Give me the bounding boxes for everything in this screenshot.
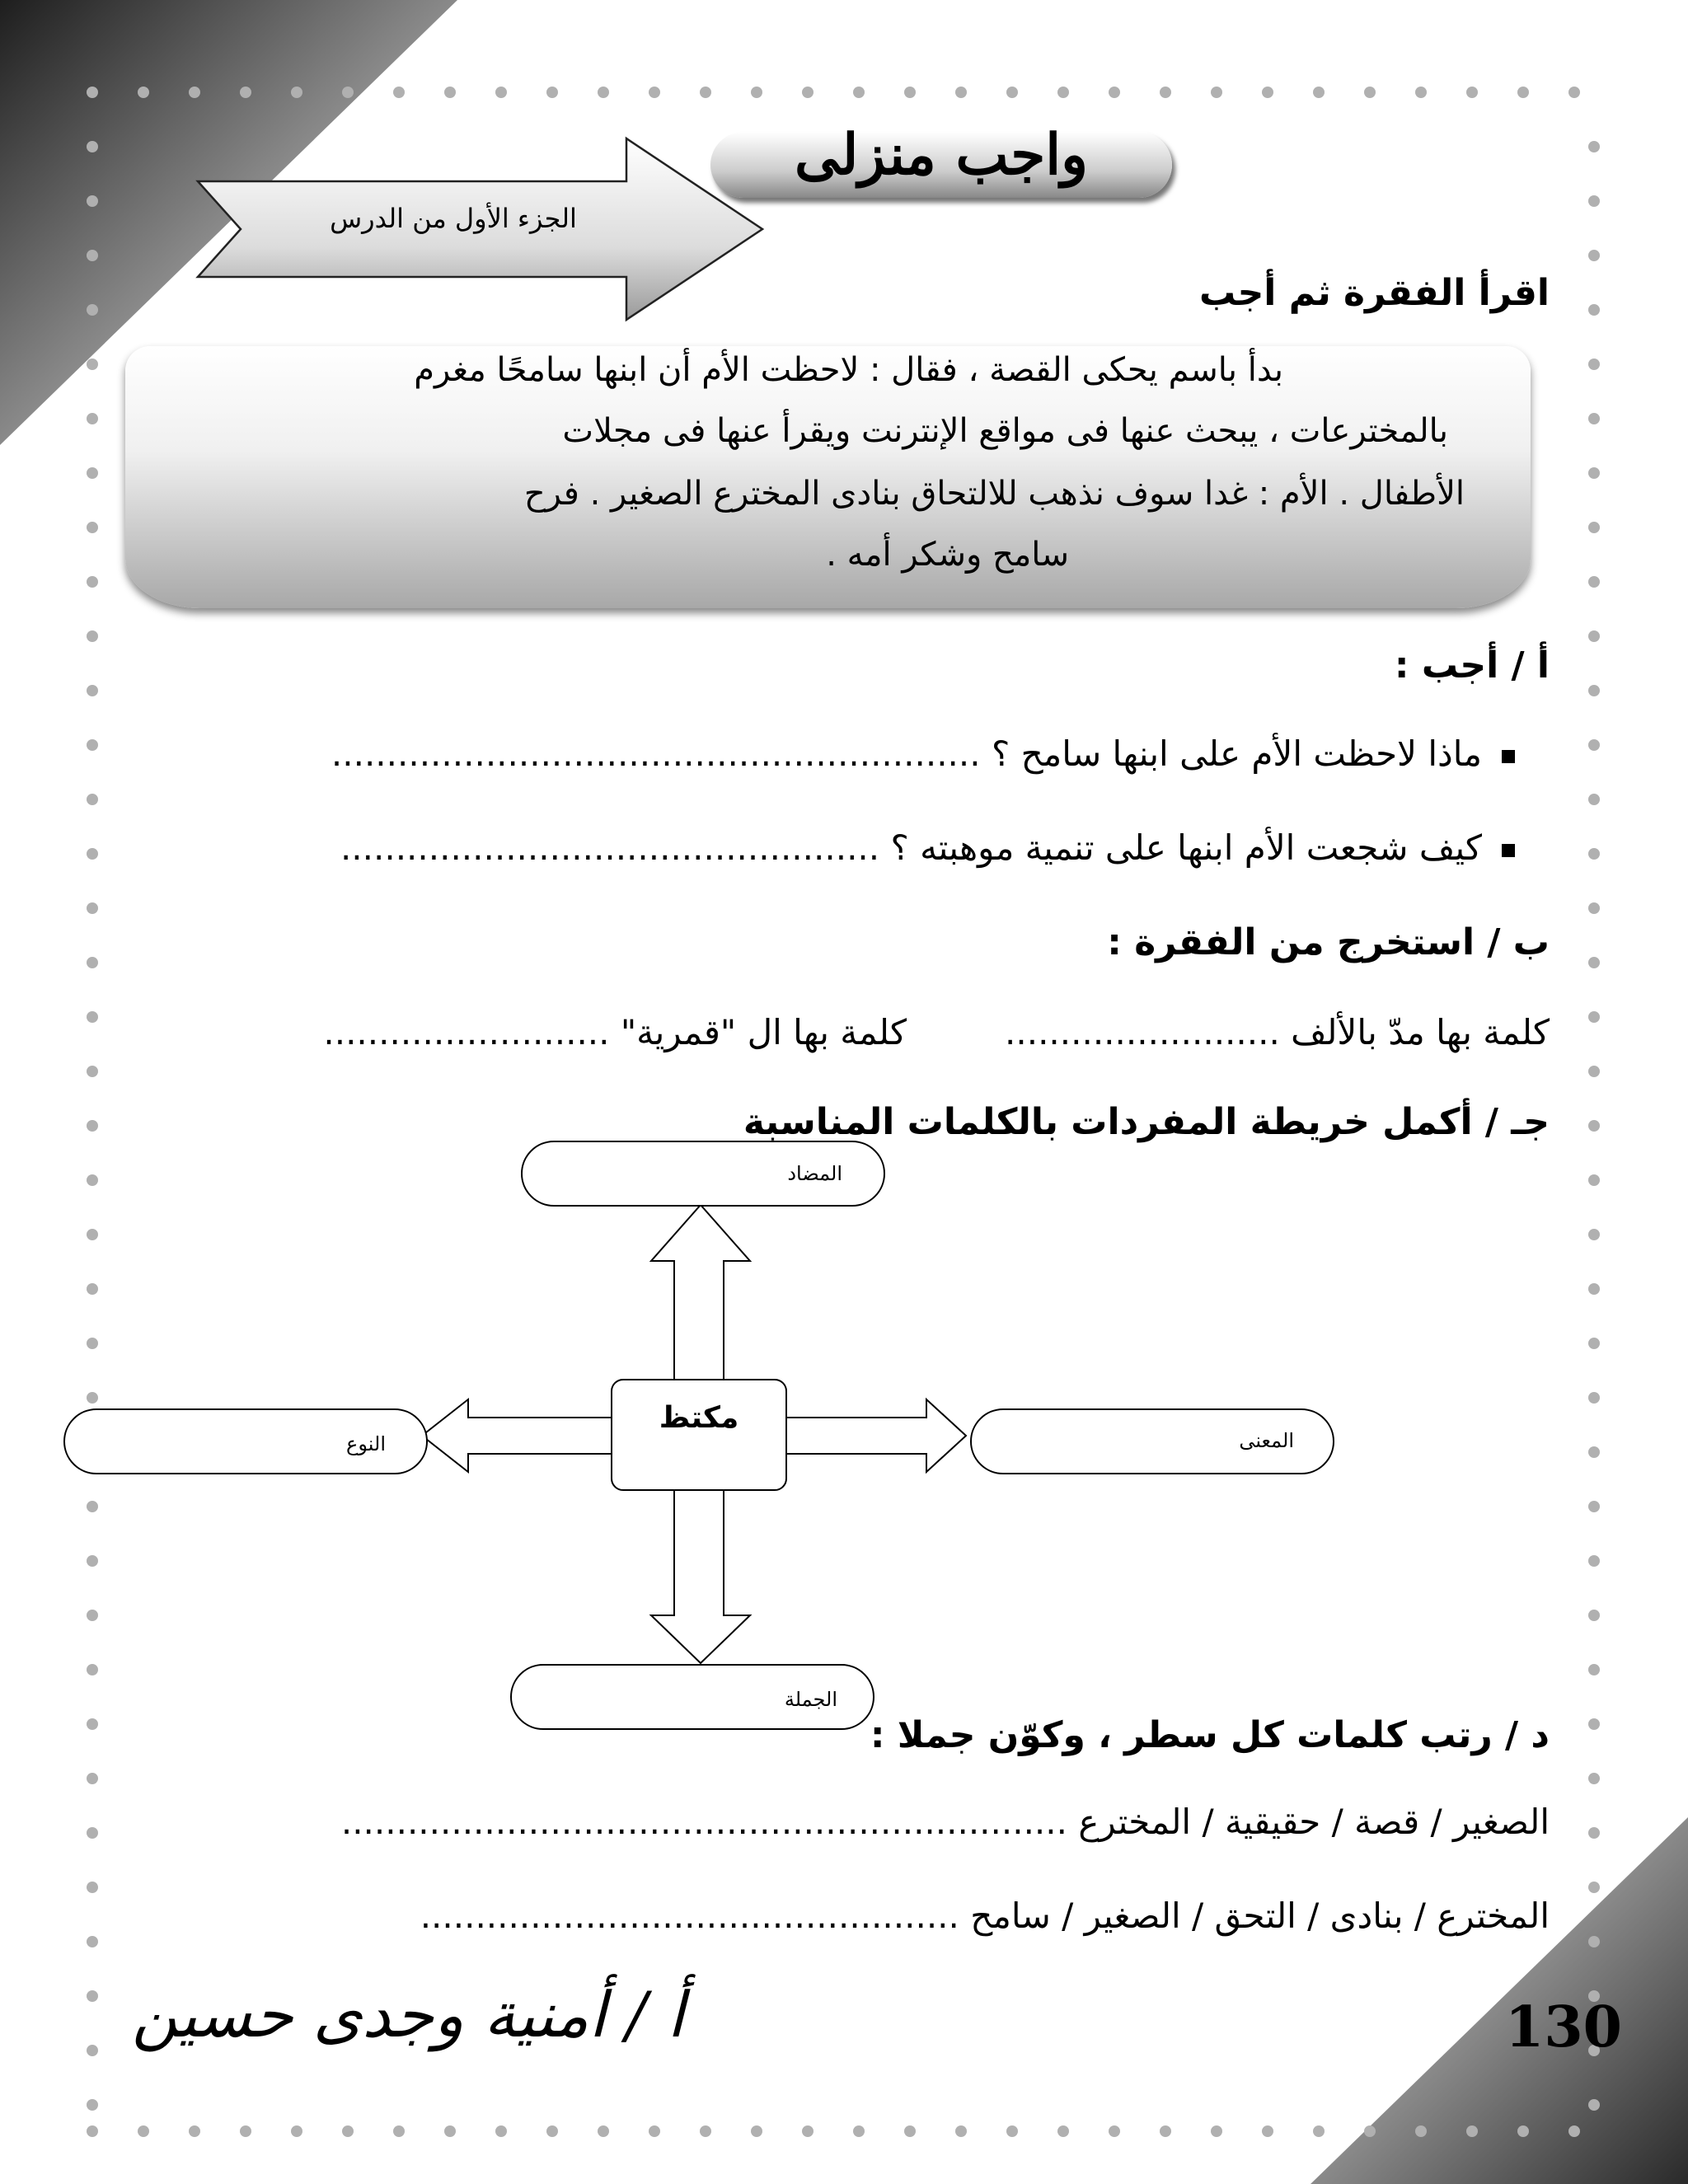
frame-dot xyxy=(1588,1773,1600,1784)
frame-dot xyxy=(1588,467,1600,479)
frame-dot xyxy=(1109,2125,1120,2137)
frame-dot xyxy=(598,2125,609,2137)
frame-dot xyxy=(1415,87,1427,98)
frame-dot xyxy=(87,413,98,424)
part-a-heading: أ / أجب : xyxy=(1394,644,1550,687)
map-left-label: النوع xyxy=(346,1432,386,1455)
frame-dot xyxy=(1588,1664,1600,1675)
frame-dot xyxy=(1588,1555,1600,1567)
passage-line-2: بالمخترعات ، يبحث عنها فى مواقع الإنترنت ويقرأ عنها فى مجلات xyxy=(562,412,1448,450)
part-b-item-2: كلمة بها ال "قمرية" .......................... xyxy=(323,1012,907,1052)
frame-dot xyxy=(1006,87,1018,98)
frame-dot xyxy=(1415,2125,1427,2137)
frame-dot xyxy=(87,1882,98,1893)
frame-dot xyxy=(87,522,98,533)
frame-dot xyxy=(1517,2125,1529,2137)
frame-dot xyxy=(546,87,558,98)
frame-dot xyxy=(189,2125,200,2137)
frame-dot xyxy=(240,2125,251,2137)
frame-dot xyxy=(1588,1011,1600,1023)
frame-dot xyxy=(1588,2099,1600,2111)
frame-dot xyxy=(1588,794,1600,805)
frame-dot xyxy=(87,359,98,370)
frame-dot xyxy=(1588,1501,1600,1512)
frame-dot xyxy=(87,2045,98,2056)
passage-line-1: بدأ باسم يحكى القصة ، فقال : لاحظت الأم أن ابنها سامحًا مغرم xyxy=(414,351,1283,389)
frame-dot xyxy=(342,87,354,98)
frame-dot xyxy=(138,87,149,98)
part-b-heading: ب / استخرج من الفقرة : xyxy=(1107,921,1550,963)
frame-dot xyxy=(649,2125,660,2137)
frame-dot xyxy=(1364,2125,1376,2137)
arrow-left-shape xyxy=(422,1399,612,1472)
frame-dot xyxy=(495,87,507,98)
frame-dot xyxy=(87,2125,98,2137)
frame-dot xyxy=(138,2125,149,2137)
frame-dot xyxy=(87,1283,98,1295)
frame-dot xyxy=(853,87,865,98)
frame-dot xyxy=(87,1827,98,1839)
frame-dot xyxy=(1588,413,1600,424)
passage-line-4: سامح وشكر أمه . xyxy=(826,536,1069,574)
frame-dot xyxy=(1211,2125,1222,2137)
frame-dot xyxy=(1588,848,1600,860)
frame-dot xyxy=(1588,1827,1600,1839)
frame-dot xyxy=(1588,1229,1600,1240)
frame-dot xyxy=(1588,359,1600,370)
passage-line-3: الأطفال . الأم : غدا سوف نذهب للالتحاق بنادى المخترع الصغير . فرح xyxy=(523,475,1465,513)
frame-dot xyxy=(87,1066,98,1077)
frame-dot xyxy=(291,2125,302,2137)
frame-dot xyxy=(342,2125,354,2137)
frame-dot xyxy=(1588,1936,1600,1947)
question-2-text: كيف شجعت الأم ابنها على تنمية موهبته ؟ ................................................. xyxy=(340,827,1482,868)
frame-dot xyxy=(1588,195,1600,207)
frame-dot xyxy=(1313,2125,1325,2137)
frame-dot xyxy=(802,2125,814,2137)
frame-dot xyxy=(1588,576,1600,588)
question-2 xyxy=(340,827,1515,868)
frame-dot xyxy=(87,848,98,860)
frame-dot xyxy=(1109,87,1120,98)
frame-dot xyxy=(751,2125,762,2137)
frame-dot xyxy=(853,2125,865,2137)
map-top-label: المضاد xyxy=(787,1162,842,1185)
frame-dot xyxy=(87,1392,98,1404)
frame-dot xyxy=(904,87,916,98)
frame-dot xyxy=(1160,2125,1171,2137)
frame-dot xyxy=(87,1610,98,1621)
frame-dot xyxy=(1588,1446,1600,1458)
frame-dot xyxy=(955,87,967,98)
frame-dot xyxy=(444,87,456,98)
frame-dot xyxy=(87,739,98,751)
map-center-word: مكتظ xyxy=(659,1401,739,1435)
center-box xyxy=(612,1380,786,1490)
frame-dot xyxy=(1588,739,1600,751)
map-right-label: المعنى xyxy=(1239,1429,1294,1452)
frame-dot xyxy=(700,87,711,98)
frame-dot xyxy=(1588,1718,1600,1730)
question-1-text: ماذا لاحظت الأم على ابنها سامح ؟ ........................................................... xyxy=(331,733,1482,774)
frame-dot xyxy=(87,685,98,696)
page-title: واجب منزلى xyxy=(794,122,1089,188)
frame-dot xyxy=(444,2125,456,2137)
frame-dot xyxy=(87,1011,98,1023)
frame-dot xyxy=(1006,2125,1018,2137)
frame-dot xyxy=(393,2125,405,2137)
frame-dot xyxy=(1588,1174,1600,1186)
arrow-up-shape xyxy=(651,1205,750,1381)
frame-dot xyxy=(189,87,200,98)
frame-dot xyxy=(87,630,98,642)
frame-dot xyxy=(1517,87,1529,98)
arrow-right-shape xyxy=(786,1399,966,1472)
frame-dot xyxy=(87,1936,98,1947)
frame-dot xyxy=(87,902,98,914)
frame-dot xyxy=(802,87,814,98)
frame-dot xyxy=(1588,1066,1600,1077)
frame-dot xyxy=(87,1555,98,1567)
map-bottom-label: الجملة xyxy=(784,1688,837,1711)
part-b-item-1: كلمة بها مدّ بالألف ......................... xyxy=(1005,1012,1550,1052)
frame-dot xyxy=(546,2125,558,2137)
frame-dot xyxy=(240,87,251,98)
frame-dot xyxy=(1057,2125,1069,2137)
frame-dot xyxy=(1211,87,1222,98)
frame-dot xyxy=(87,576,98,588)
instruction-heading: اقرأ الفقرة ثم أجب xyxy=(1199,272,1550,314)
frame-dot xyxy=(955,2125,967,2137)
frame-dot xyxy=(87,1501,98,1512)
frame-dot xyxy=(87,1174,98,1186)
frame-dot xyxy=(1568,2125,1580,2137)
frame-dot xyxy=(87,1664,98,1675)
frame-dot xyxy=(87,250,98,261)
frame-dot xyxy=(1588,685,1600,696)
frame-dot xyxy=(87,794,98,805)
part-d-line-1: الصغير / قصة / حقيقية / المخترع .................................................................. xyxy=(340,1802,1550,1842)
frame-dot xyxy=(1160,87,1171,98)
frame-dot xyxy=(700,2125,711,2137)
frame-dot xyxy=(1588,522,1600,533)
part-d-line-2: المخترع / بنادى / التحق / الصغير / سامح ................................................. xyxy=(420,1896,1550,1936)
frame-dot xyxy=(291,87,302,98)
frame-dot xyxy=(1588,1120,1600,1132)
frame-dot xyxy=(1364,87,1376,98)
frame-dot xyxy=(87,1120,98,1132)
arrow-down-shape xyxy=(651,1490,750,1663)
passage-box xyxy=(125,346,1531,608)
question-1 xyxy=(331,733,1515,774)
frame-dot xyxy=(1588,1882,1600,1893)
frame-dot xyxy=(87,304,98,316)
bullet-icon xyxy=(1502,844,1515,857)
frame-dot xyxy=(598,87,609,98)
frame-dot xyxy=(1588,902,1600,914)
frame-dot xyxy=(1313,87,1325,98)
frame-dot xyxy=(1588,141,1600,152)
frame-dot xyxy=(1588,630,1600,642)
frame-dot xyxy=(1466,2125,1478,2137)
author-signature: أ / أمنية وجدى حسين xyxy=(132,1978,685,2051)
frame-dot xyxy=(87,2099,98,2111)
frame-dot xyxy=(87,1338,98,1349)
frame-dot xyxy=(904,2125,916,2137)
bullet-icon xyxy=(1502,750,1515,763)
part-d-heading: د / رتب كلمات كل سطر ، وكوّن جملا : xyxy=(870,1714,1550,1756)
frame-dot xyxy=(1588,250,1600,261)
frame-dot xyxy=(1588,957,1600,968)
frame-dot xyxy=(87,957,98,968)
frame-dot xyxy=(1262,87,1273,98)
section-arrow-label: الجزء الأول من الدرس xyxy=(330,203,577,234)
frame-dot xyxy=(1588,1392,1600,1404)
frame-dot xyxy=(751,87,762,98)
frame-dot xyxy=(87,1718,98,1730)
frame-dot xyxy=(87,1773,98,1784)
frame-dot xyxy=(87,141,98,152)
frame-dot xyxy=(87,467,98,479)
frame-dot xyxy=(495,2125,507,2137)
vocabulary-map xyxy=(64,1141,1334,1729)
frame-dot xyxy=(1588,304,1600,316)
page-number: 130 xyxy=(1505,1994,1622,2060)
frame-dot xyxy=(1466,87,1478,98)
frame-dot xyxy=(1262,2125,1273,2137)
part-c-heading: جـ / أكمل خريطة المفردات بالكلمات المناسبة xyxy=(743,1101,1550,1143)
frame-dot xyxy=(1588,1338,1600,1349)
frame-dot xyxy=(1588,1610,1600,1621)
frame-dot xyxy=(87,1229,98,1240)
frame-dot xyxy=(87,195,98,207)
frame-dot xyxy=(393,87,405,98)
frame-dot xyxy=(1588,1283,1600,1295)
frame-dot xyxy=(87,87,98,98)
frame-dot xyxy=(1568,87,1580,98)
frame-dot xyxy=(1057,87,1069,98)
frame-dot xyxy=(649,87,660,98)
frame-dot xyxy=(87,1990,98,2002)
